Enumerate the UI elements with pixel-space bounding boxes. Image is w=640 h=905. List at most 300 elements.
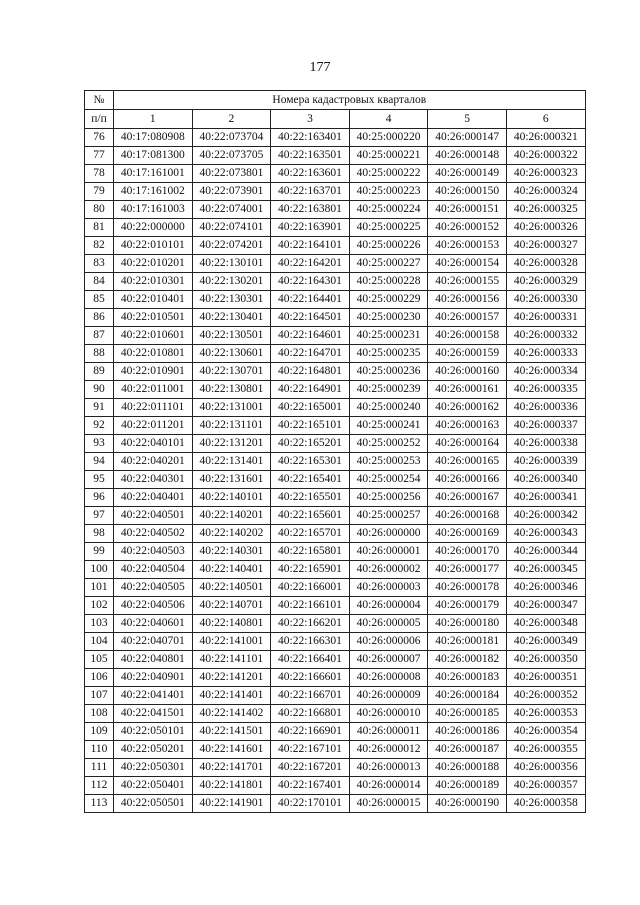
cadastral-number-cell: 40:22:130801 (192, 381, 271, 399)
row-number-cell: 91 (85, 399, 114, 417)
cadastral-number-cell: 40:22:130601 (192, 345, 271, 363)
cadastral-number-cell: 40:25:000223 (349, 183, 428, 201)
cadastral-number-cell: 40:26:000159 (428, 345, 507, 363)
table-row (85, 759, 586, 777)
cadastral-number-cell: 40:22:166101 (271, 597, 350, 615)
cadastral-number-cell: 40:22:040801 (114, 651, 193, 669)
cadastral-number-cell: 40:26:000004 (349, 597, 428, 615)
cadastral-number-cell: 40:26:000185 (428, 705, 507, 723)
cadastral-number-cell: 40:22:166201 (271, 615, 350, 633)
table-row (85, 309, 586, 327)
cadastral-number-cell: 40:22:131401 (192, 453, 271, 471)
cadastral-number-cell: 40:26:000150 (428, 183, 507, 201)
row-number-cell: 98 (85, 525, 114, 543)
cadastral-number-cell: 40:25:000252 (349, 435, 428, 453)
cadastral-number-cell: 40:25:000256 (349, 489, 428, 507)
row-number-cell: 85 (85, 291, 114, 309)
cadastral-number-cell: 40:22:165701 (271, 525, 350, 543)
cadastral-number-cell: 40:22:130401 (192, 309, 271, 327)
cadastral-number-cell: 40:26:000321 (506, 129, 585, 147)
row-number-cell: 84 (85, 273, 114, 291)
cadastral-number-cell: 40:22:165301 (271, 453, 350, 471)
row-number-cell: 109 (85, 723, 114, 741)
table-row (85, 471, 586, 489)
cadastral-number-cell: 40:26:000149 (428, 165, 507, 183)
table-row (85, 399, 586, 417)
row-number-cell: 97 (85, 507, 114, 525)
cadastral-number-cell: 40:25:000220 (349, 129, 428, 147)
table-row (85, 525, 586, 543)
cadastral-number-cell: 40:26:000325 (506, 201, 585, 219)
table-row (85, 201, 586, 219)
cadastral-number-cell: 40:26:000357 (506, 777, 585, 795)
cadastral-number-cell: 40:22:131001 (192, 399, 271, 417)
cadastral-number-cell: 40:25:000253 (349, 453, 428, 471)
cadastral-number-cell: 40:26:000000 (349, 525, 428, 543)
cadastral-number-cell: 40:22:166601 (271, 669, 350, 687)
cadastral-number-cell: 40:22:166901 (271, 723, 350, 741)
cadastral-number-cell: 40:26:000186 (428, 723, 507, 741)
cadastral-number-cell: 40:22:000000 (114, 219, 193, 237)
table-row (85, 633, 586, 651)
cadastral-number-cell: 40:26:000324 (506, 183, 585, 201)
cadastral-number-cell: 40:25:000235 (349, 345, 428, 363)
table-row (85, 345, 586, 363)
cadastral-number-cell: 40:26:000182 (428, 651, 507, 669)
cadastral-number-cell: 40:22:164401 (271, 291, 350, 309)
cadastral-number-cell: 40:26:000352 (506, 687, 585, 705)
cadastral-number-cell: 40:26:000330 (506, 291, 585, 309)
cadastral-number-cell: 40:25:000229 (349, 291, 428, 309)
cadastral-number-cell: 40:26:000344 (506, 543, 585, 561)
cadastral-number-cell: 40:22:165901 (271, 561, 350, 579)
table-body (85, 129, 586, 813)
cadastral-number-cell: 40:22:167401 (271, 777, 350, 795)
cadastral-number-cell: 40:22:010801 (114, 345, 193, 363)
cadastral-number-cell: 40:25:000228 (349, 273, 428, 291)
cadastral-number-cell: 40:26:000343 (506, 525, 585, 543)
cadastral-number-cell: 40:22:164901 (271, 381, 350, 399)
row-number-cell: 81 (85, 219, 114, 237)
cadastral-number-cell: 40:22:141101 (192, 651, 271, 669)
cadastral-number-cell: 40:25:000227 (349, 255, 428, 273)
cadastral-number-cell: 40:26:000187 (428, 741, 507, 759)
cadastral-number-cell: 40:22:140401 (192, 561, 271, 579)
row-number-header-bottom: п/п (85, 110, 114, 129)
cadastral-number-cell: 40:26:000342 (506, 507, 585, 525)
cadastral-number-cell: 40:26:000153 (428, 237, 507, 255)
cadastral-number-cell: 40:22:050501 (114, 795, 193, 813)
cadastral-number-cell: 40:22:140202 (192, 525, 271, 543)
cadastral-number-cell: 40:22:140701 (192, 597, 271, 615)
cadastral-number-cell: 40:22:040506 (114, 597, 193, 615)
column-header-4: 4 (349, 110, 428, 129)
cadastral-number-cell: 40:22:050101 (114, 723, 193, 741)
cadastral-number-cell: 40:26:000180 (428, 615, 507, 633)
cadastral-number-cell: 40:17:161003 (114, 201, 193, 219)
cadastral-number-cell: 40:22:140801 (192, 615, 271, 633)
table-row (85, 291, 586, 309)
cadastral-number-cell: 40:25:000231 (349, 327, 428, 345)
row-number-cell: 112 (85, 777, 114, 795)
cadastral-number-cell: 40:26:000008 (349, 669, 428, 687)
cadastral-number-cell: 40:26:000009 (349, 687, 428, 705)
cadastral-number-cell: 40:22:131201 (192, 435, 271, 453)
cadastral-number-cell: 40:26:000011 (349, 723, 428, 741)
cadastral-number-cell: 40:22:165401 (271, 471, 350, 489)
cadastral-number-cell: 40:25:000221 (349, 147, 428, 165)
cadastral-number-cell: 40:22:163601 (271, 165, 350, 183)
cadastral-number-cell: 40:22:040101 (114, 435, 193, 453)
cadastral-number-cell: 40:25:000241 (349, 417, 428, 435)
cadastral-number-cell: 40:26:000162 (428, 399, 507, 417)
cadastral-number-cell: 40:22:073704 (192, 129, 271, 147)
cadastral-number-cell: 40:22:165801 (271, 543, 350, 561)
table-header (85, 91, 586, 129)
row-number-cell: 110 (85, 741, 114, 759)
table-row (85, 561, 586, 579)
cadastral-number-cell: 40:26:000345 (506, 561, 585, 579)
cadastral-number-cell: 40:26:000184 (428, 687, 507, 705)
cadastral-number-cell: 40:26:000183 (428, 669, 507, 687)
table-row (85, 219, 586, 237)
cadastral-number-cell: 40:25:000236 (349, 363, 428, 381)
cadastral-number-cell: 40:22:010901 (114, 363, 193, 381)
cadastral-number-cell: 40:25:000239 (349, 381, 428, 399)
cadastral-number-cell: 40:26:000169 (428, 525, 507, 543)
table-row (85, 435, 586, 453)
cadastral-number-cell: 40:22:040503 (114, 543, 193, 561)
cadastral-number-cell: 40:22:040502 (114, 525, 193, 543)
cadastral-number-cell: 40:26:000161 (428, 381, 507, 399)
cadastral-number-cell: 40:22:167101 (271, 741, 350, 759)
cadastral-number-cell: 40:22:011201 (114, 417, 193, 435)
row-number-cell: 96 (85, 489, 114, 507)
cadastral-number-cell: 40:22:050201 (114, 741, 193, 759)
cadastral-number-cell: 40:26:000346 (506, 579, 585, 597)
row-number-cell: 78 (85, 165, 114, 183)
cadastral-number-cell: 40:26:000354 (506, 723, 585, 741)
cadastral-number-cell: 40:22:010201 (114, 255, 193, 273)
row-number-cell: 77 (85, 147, 114, 165)
cadastral-number-cell: 40:26:000333 (506, 345, 585, 363)
cadastral-number-cell: 40:22:130101 (192, 255, 271, 273)
cadastral-number-cell: 40:26:000339 (506, 453, 585, 471)
cadastral-number-cell: 40:26:000336 (506, 399, 585, 417)
row-number-cell: 106 (85, 669, 114, 687)
cadastral-quarters-table (84, 90, 586, 813)
cadastral-number-cell: 40:22:040504 (114, 561, 193, 579)
cadastral-number-cell: 40:22:040201 (114, 453, 193, 471)
cadastral-number-cell: 40:26:000005 (349, 615, 428, 633)
cadastral-number-cell: 40:26:000163 (428, 417, 507, 435)
cadastral-number-cell: 40:22:141801 (192, 777, 271, 795)
cadastral-number-cell: 40:22:010301 (114, 273, 193, 291)
cadastral-number-cell: 40:26:000168 (428, 507, 507, 525)
cadastral-number-cell: 40:26:000331 (506, 309, 585, 327)
table-row (85, 615, 586, 633)
group-title-header: Номера кадастровых кварталов (114, 91, 586, 110)
table-row (85, 687, 586, 705)
table-row (85, 417, 586, 435)
cadastral-number-cell: 40:26:000148 (428, 147, 507, 165)
table-row (85, 183, 586, 201)
cadastral-number-cell: 40:22:163801 (271, 201, 350, 219)
cadastral-number-cell: 40:26:000164 (428, 435, 507, 453)
column-header-1: 1 (114, 110, 193, 129)
cadastral-number-cell: 40:26:000014 (349, 777, 428, 795)
cadastral-number-cell: 40:22:166701 (271, 687, 350, 705)
cadastral-number-cell: 40:22:010101 (114, 237, 193, 255)
cadastral-number-cell: 40:22:166001 (271, 579, 350, 597)
cadastral-number-cell: 40:22:165501 (271, 489, 350, 507)
cadastral-number-cell: 40:26:000012 (349, 741, 428, 759)
cadastral-number-cell: 40:22:163401 (271, 129, 350, 147)
row-number-cell: 83 (85, 255, 114, 273)
row-number-cell: 95 (85, 471, 114, 489)
cadastral-number-cell: 40:22:140201 (192, 507, 271, 525)
row-number-cell: 111 (85, 759, 114, 777)
cadastral-number-cell: 40:26:000165 (428, 453, 507, 471)
row-number-cell: 101 (85, 579, 114, 597)
cadastral-number-cell: 40:17:161002 (114, 183, 193, 201)
cadastral-number-cell: 40:26:000002 (349, 561, 428, 579)
cadastral-number-cell: 40:22:073901 (192, 183, 271, 201)
table-row (85, 327, 586, 345)
cadastral-number-cell: 40:26:000335 (506, 381, 585, 399)
row-number-header-top: № (85, 91, 114, 110)
cadastral-number-cell: 40:22:164601 (271, 327, 350, 345)
cadastral-number-cell: 40:22:140101 (192, 489, 271, 507)
cadastral-number-cell: 40:26:000323 (506, 165, 585, 183)
cadastral-number-cell: 40:26:000151 (428, 201, 507, 219)
cadastral-number-cell: 40:22:140501 (192, 579, 271, 597)
cadastral-number-cell: 40:22:164701 (271, 345, 350, 363)
table-row (85, 489, 586, 507)
cadastral-number-cell: 40:22:164301 (271, 273, 350, 291)
table-row (85, 237, 586, 255)
table-row (85, 705, 586, 723)
cadastral-number-cell: 40:22:141401 (192, 687, 271, 705)
table-row (85, 129, 586, 147)
cadastral-number-cell: 40:22:010401 (114, 291, 193, 309)
table-row (85, 273, 586, 291)
cadastral-number-cell: 40:26:000340 (506, 471, 585, 489)
cadastral-number-cell: 40:22:166801 (271, 705, 350, 723)
cadastral-number-cell: 40:26:000147 (428, 129, 507, 147)
cadastral-number-cell: 40:25:000257 (349, 507, 428, 525)
column-header-5: 5 (428, 110, 507, 129)
table-row (85, 507, 586, 525)
table-row (85, 381, 586, 399)
cadastral-number-cell: 40:22:141701 (192, 759, 271, 777)
cadastral-number-cell: 40:25:000224 (349, 201, 428, 219)
cadastral-number-cell: 40:26:000348 (506, 615, 585, 633)
cadastral-number-cell: 40:26:000013 (349, 759, 428, 777)
cadastral-number-cell: 40:26:000010 (349, 705, 428, 723)
cadastral-number-cell: 40:22:074201 (192, 237, 271, 255)
cadastral-number-cell: 40:22:141402 (192, 705, 271, 723)
cadastral-number-cell: 40:26:000334 (506, 363, 585, 381)
cadastral-number-cell: 40:22:163901 (271, 219, 350, 237)
row-number-cell: 93 (85, 435, 114, 453)
cadastral-number-cell: 40:26:000337 (506, 417, 585, 435)
table-row (85, 669, 586, 687)
row-number-cell: 108 (85, 705, 114, 723)
cadastral-number-cell: 40:26:000006 (349, 633, 428, 651)
cadastral-number-cell: 40:26:000003 (349, 579, 428, 597)
cadastral-number-cell: 40:22:167201 (271, 759, 350, 777)
row-number-cell: 92 (85, 417, 114, 435)
cadastral-number-cell: 40:22:073705 (192, 147, 271, 165)
cadastral-number-cell: 40:26:000188 (428, 759, 507, 777)
cadastral-number-cell: 40:22:074101 (192, 219, 271, 237)
row-number-cell: 94 (85, 453, 114, 471)
table-row (85, 651, 586, 669)
cadastral-number-cell: 40:22:164201 (271, 255, 350, 273)
cadastral-number-cell: 40:22:141901 (192, 795, 271, 813)
cadastral-number-cell: 40:22:141001 (192, 633, 271, 651)
cadastral-number-cell: 40:26:000341 (506, 489, 585, 507)
cadastral-number-cell: 40:26:000015 (349, 795, 428, 813)
cadastral-number-cell: 40:22:164801 (271, 363, 350, 381)
table-row (85, 147, 586, 165)
row-number-cell: 99 (85, 543, 114, 561)
cadastral-number-cell: 40:17:080908 (114, 129, 193, 147)
cadastral-number-cell: 40:26:000189 (428, 777, 507, 795)
table-row (85, 795, 586, 813)
row-number-cell: 90 (85, 381, 114, 399)
cadastral-number-cell: 40:26:000155 (428, 273, 507, 291)
table-row (85, 597, 586, 615)
cadastral-number-cell: 40:22:165601 (271, 507, 350, 525)
cadastral-number-cell: 40:26:000327 (506, 237, 585, 255)
cadastral-number-cell: 40:22:040601 (114, 615, 193, 633)
cadastral-number-cell: 40:26:000158 (428, 327, 507, 345)
cadastral-number-cell: 40:22:073801 (192, 165, 271, 183)
cadastral-number-cell: 40:22:140301 (192, 543, 271, 561)
table-row (85, 777, 586, 795)
column-header-6: 6 (506, 110, 585, 129)
cadastral-number-cell: 40:26:000177 (428, 561, 507, 579)
cadastral-number-cell: 40:22:163501 (271, 147, 350, 165)
table-row (85, 579, 586, 597)
cadastral-number-cell: 40:22:011001 (114, 381, 193, 399)
cadastral-number-cell: 40:22:131101 (192, 417, 271, 435)
table-row (85, 363, 586, 381)
table-row (85, 723, 586, 741)
row-number-cell: 76 (85, 129, 114, 147)
cadastral-number-cell: 40:22:050401 (114, 777, 193, 795)
row-number-cell: 89 (85, 363, 114, 381)
cadastral-number-cell: 40:22:164501 (271, 309, 350, 327)
cadastral-number-cell: 40:26:000332 (506, 327, 585, 345)
row-number-cell: 113 (85, 795, 114, 813)
cadastral-number-cell: 40:22:040401 (114, 489, 193, 507)
cadastral-number-cell: 40:22:165201 (271, 435, 350, 453)
cadastral-number-cell: 40:25:000240 (349, 399, 428, 417)
cadastral-number-cell: 40:17:161001 (114, 165, 193, 183)
cadastral-number-cell: 40:26:000157 (428, 309, 507, 327)
cadastral-number-cell: 40:26:000358 (506, 795, 585, 813)
cadastral-number-cell: 40:22:170101 (271, 795, 350, 813)
cadastral-number-cell: 40:26:000007 (349, 651, 428, 669)
cadastral-number-cell: 40:26:000329 (506, 273, 585, 291)
cadastral-number-cell: 40:22:166301 (271, 633, 350, 651)
cadastral-number-cell: 40:22:141201 (192, 669, 271, 687)
row-number-cell: 87 (85, 327, 114, 345)
table-row (85, 165, 586, 183)
cadastral-number-cell: 40:22:041401 (114, 687, 193, 705)
row-number-cell: 100 (85, 561, 114, 579)
cadastral-number-cell: 40:25:000226 (349, 237, 428, 255)
cadastral-number-cell: 40:17:081300 (114, 147, 193, 165)
cadastral-number-cell: 40:25:000254 (349, 471, 428, 489)
row-number-cell: 79 (85, 183, 114, 201)
cadastral-number-cell: 40:26:000349 (506, 633, 585, 651)
cadastral-number-cell: 40:22:163701 (271, 183, 350, 201)
cadastral-number-cell: 40:26:000347 (506, 597, 585, 615)
cadastral-number-cell: 40:26:000179 (428, 597, 507, 615)
cadastral-number-cell: 40:22:164101 (271, 237, 350, 255)
row-number-cell: 88 (85, 345, 114, 363)
cadastral-number-cell: 40:26:000355 (506, 741, 585, 759)
cadastral-number-cell: 40:22:141601 (192, 741, 271, 759)
cadastral-number-cell: 40:26:000160 (428, 363, 507, 381)
table-row (85, 255, 586, 273)
cadastral-number-cell: 40:22:041501 (114, 705, 193, 723)
column-header-3: 3 (271, 110, 350, 129)
cadastral-number-cell: 40:25:000230 (349, 309, 428, 327)
cadastral-number-cell: 40:26:000351 (506, 669, 585, 687)
cadastral-number-cell: 40:26:000001 (349, 543, 428, 561)
cadastral-number-cell: 40:26:000178 (428, 579, 507, 597)
table-row (85, 543, 586, 561)
cadastral-number-cell: 40:22:165101 (271, 417, 350, 435)
cadastral-number-cell: 40:25:000225 (349, 219, 428, 237)
cadastral-number-cell: 40:22:074001 (192, 201, 271, 219)
cadastral-number-cell: 40:25:000222 (349, 165, 428, 183)
page-number: 177 (309, 60, 331, 75)
cadastral-number-cell: 40:26:000167 (428, 489, 507, 507)
cadastral-number-cell: 40:22:040501 (114, 507, 193, 525)
row-number-cell: 105 (85, 651, 114, 669)
cadastral-number-cell: 40:26:000356 (506, 759, 585, 777)
table-row (85, 741, 586, 759)
row-number-cell: 107 (85, 687, 114, 705)
row-number-cell: 80 (85, 201, 114, 219)
cadastral-number-cell: 40:22:165001 (271, 399, 350, 417)
cadastral-number-cell: 40:22:130201 (192, 273, 271, 291)
cadastral-number-cell: 40:26:000350 (506, 651, 585, 669)
cadastral-number-cell: 40:26:000154 (428, 255, 507, 273)
row-number-cell: 82 (85, 237, 114, 255)
cadastral-number-cell: 40:22:130301 (192, 291, 271, 309)
cadastral-number-cell: 40:26:000181 (428, 633, 507, 651)
cadastral-number-cell: 40:22:130701 (192, 363, 271, 381)
cadastral-number-cell: 40:22:010601 (114, 327, 193, 345)
table-row (85, 453, 586, 471)
cadastral-number-cell: 40:26:000152 (428, 219, 507, 237)
cadastral-number-cell: 40:26:000353 (506, 705, 585, 723)
cadastral-number-cell: 40:26:000166 (428, 471, 507, 489)
row-number-cell: 103 (85, 615, 114, 633)
row-number-cell: 104 (85, 633, 114, 651)
cadastral-number-cell: 40:26:000338 (506, 435, 585, 453)
cadastral-number-cell: 40:22:166401 (271, 651, 350, 669)
cadastral-number-cell: 40:22:011101 (114, 399, 193, 417)
cadastral-number-cell: 40:22:131601 (192, 471, 271, 489)
